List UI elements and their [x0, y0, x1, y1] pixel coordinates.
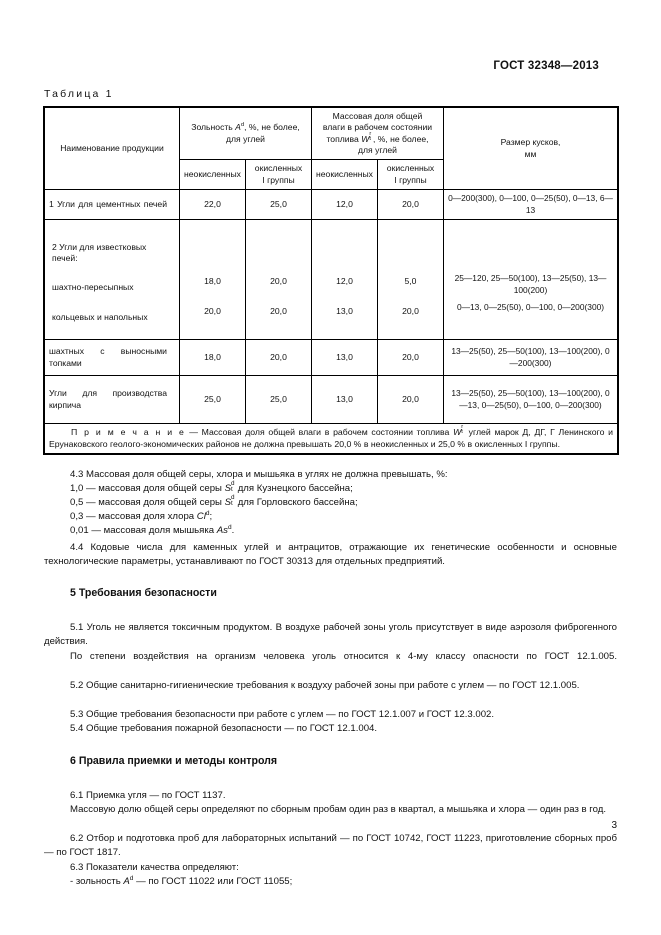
paragraph-4-4: 4.4 Кодовые числа для каменных углей и антрацитов, отражающие их генетические особенности и основные технологические параметры, устанавливают по ГОСТ 30313 для отдельных предприятий. [44, 542, 617, 568]
paragraph-5-2: 5.2 Общие санитарно-гигиенические требования к воздуху рабочей зоны при работе с углем — по ГОСТ 12.1.005. [70, 680, 580, 691]
header-moisture-text-4: , %, не более, [372, 133, 429, 144]
row-group-ash-nonoxidized [180, 220, 246, 340]
table-row [45, 340, 618, 376]
list-item-value: 0,3 [70, 511, 84, 523]
row-moisture-nonoxidized: 13,0 [312, 340, 378, 376]
list-4-3 [70, 479, 617, 538]
row-ash-nonoxidized: 20,0 [204, 306, 221, 317]
row-product-name: Угли для производства кирпича [45, 376, 180, 424]
standard-number-header: ГОСТ 32348—2013 [493, 60, 599, 72]
row-moisture-oxidized: 5,0 [404, 275, 417, 286]
header-moisture-nonoxidized: неокисленных [312, 160, 378, 190]
row-moisture-oxidized: 20,0 [378, 376, 444, 424]
row-product-name: 1 Угли для цементных печей [45, 190, 180, 220]
paragraph-5-3: 5.3 Общие требования безопасности при работе с углем — по ГОСТ 12.1.007 и ГОСТ 12.3.002. [70, 709, 495, 720]
row-piece-size: 25—120, 25—50(100), 13—25(50), 13—100(200) [454, 273, 607, 295]
list-item-value: 0,01 [70, 525, 89, 537]
list-item [70, 524, 617, 538]
list-item-text-a: — массовая доля мышьяка [88, 525, 217, 537]
row-group-moisture-oxidized [378, 220, 444, 340]
header-size-text-1: Размер кусков, [500, 137, 561, 148]
header-product-name: Наименование продукции [45, 108, 180, 190]
note-symbol: W [453, 427, 462, 438]
header-moisture-oxidized [378, 160, 444, 190]
header-ash-nonoxidized: неокисленных [180, 160, 246, 190]
list-item-text-b: для Кузнецкого бассейна; [235, 483, 353, 494]
row-moisture-nonoxidized: 12,0 [312, 190, 378, 220]
paragraph-5-1: 5.1 Уголь не является токсичным продуктом. В воздухе рабочей зоны уголь присутствует в виде аэрозоля фиброгенного действия. [44, 622, 617, 648]
note-text-1: — Массовая доля общей влаги в рабочем состоянии топлива [185, 427, 454, 438]
row-ash-nonoxidized: 22,0 [180, 190, 246, 220]
row-ash-oxidized: 20,0 [270, 275, 287, 286]
list-item-subsup [231, 493, 235, 510]
header-moisture-subsup [369, 130, 373, 145]
list-item-text-a: — массовая доля хлора [83, 511, 197, 523]
table-body [45, 190, 618, 454]
list-item-superscript: d [227, 524, 232, 532]
paragraph-4-3-intro: 4.3 Массовая доля общей серы, хлора и мышьяка в углях не должна превышать, %: [70, 469, 448, 480]
table-note [45, 424, 618, 454]
paragraph-6-3-item-1 [44, 875, 617, 889]
list-item-symbol: Cl [196, 511, 206, 523]
section-heading-5: 5 Требования безопасности [70, 587, 217, 599]
header-moisture-oxidized-line2: I группы [394, 174, 427, 185]
item-superscript: d [129, 874, 134, 882]
row-product-name: шахтно-пересыпных [52, 281, 134, 292]
row-group-moisture-nonoxidized [312, 220, 378, 340]
note-label: П р и м е ч а н и е [71, 427, 186, 438]
header-ash-oxidized [246, 160, 312, 190]
section-heading-6: 6 Правила приемки и методы контроля [70, 755, 278, 767]
table-header [45, 108, 618, 190]
list-item-text-a: — массовая доля общей серы [83, 483, 225, 494]
list-item [70, 493, 617, 510]
row-moisture-nonoxidized: 13,0 [336, 306, 353, 317]
row-moisture-oxidized: 20,0 [378, 340, 444, 376]
row-piece-size: 0—13, 0—25(50), 0—100, 0—200(300) [456, 301, 605, 312]
list-item [70, 479, 617, 496]
row-ash-oxidized: 25,0 [246, 190, 312, 220]
row-group-name-stack [45, 220, 180, 340]
row-ash-oxidized: 20,0 [270, 306, 287, 317]
table-header-row-1 [45, 108, 618, 160]
header-moisture-group [312, 108, 444, 160]
requirements-table [44, 107, 618, 454]
list-item-value: 1,0 [70, 483, 84, 494]
header-moisture-text-1: Массовая доля общей [332, 111, 423, 121]
list-item-text-b: ; [209, 511, 213, 523]
note-subscript: t [461, 429, 463, 436]
list-item-subscript: t [231, 485, 233, 493]
row-ash-nonoxidized: 18,0 [204, 275, 221, 286]
row-moisture-nonoxidized: 13,0 [312, 376, 378, 424]
row-piece-size: 13—25(50), 25—50(100), 13—100(200), 0—13, 0—25(50), 0—100, 0—200(300) [444, 376, 618, 424]
row-ash-oxidized: 20,0 [246, 340, 312, 376]
row-moisture-oxidized: 20,0 [378, 190, 444, 220]
note-superscript: r [461, 424, 464, 431]
item-text-b: — по ГОСТ 11022 или ГОСТ 11055; [133, 876, 293, 887]
paragraph-5-4: 5.4 Общие требования пожарной безопасности — по ГОСТ 12.1.004. [70, 723, 378, 734]
table-caption: Таблица 1 [44, 88, 114, 100]
header-ash-text-2: , %, не более, [244, 122, 300, 133]
header-ash-oxidized-line2: I группы [262, 174, 295, 185]
row-group-piece-size [444, 220, 618, 340]
note-text-2: углей марок Д, ДГ, Г Ленинского и Ерунаковского геолого-экономических районов не должна превышать 20,0 % в неокисленных и 25,0 % в окисленных I группы. [49, 427, 613, 449]
header-moisture-text-2: влаги в рабочем состоянии [322, 122, 433, 133]
row-moisture-nonoxidized: 12,0 [336, 275, 353, 286]
header-moisture-superscript: r [369, 130, 372, 137]
item-symbol: A [123, 876, 130, 887]
table-note-row [45, 424, 618, 454]
list-item-text-a: — массовая доля общей серы [83, 497, 225, 509]
list-item-superscript: d [231, 493, 235, 501]
header-size-text-2: мм [524, 148, 537, 159]
list-item [70, 510, 617, 524]
header-ash-superscript: d [240, 122, 245, 129]
header-moisture-text-3: топлива [326, 133, 362, 144]
item-text-a: - зольность [70, 876, 124, 887]
row-ash-nonoxidized: 18,0 [180, 340, 246, 376]
note-subsup [461, 424, 465, 438]
row-ash-nonoxidized: 25,0 [180, 376, 246, 424]
header-ash-text-3: для углей [226, 133, 265, 144]
row-product-name: шахтных с выносными топками [45, 340, 180, 376]
header-moisture-oxidized-line1: окисленных [386, 163, 435, 174]
list-item-symbol: As [216, 525, 228, 537]
header-ash-oxidized-line1: окисленных [254, 163, 303, 174]
list-item-text-b: . [231, 525, 235, 537]
list-item-symbol: S [224, 497, 232, 509]
table-row-group-header [45, 220, 618, 340]
paragraph-6-3: 6.3 Показатели качества определяют: [70, 862, 239, 873]
header-ash-group [180, 108, 312, 160]
header-moisture-text-5: для углей [358, 145, 397, 156]
row-group-ash-oxidized [246, 220, 312, 340]
row-piece-size: 0—200(300), 0—100, 0—25(50), 0—13, 6—13 [444, 190, 618, 220]
header-ash-text-1: Зольность [191, 122, 236, 133]
paragraph-6-1: 6.1 Приемка угля — по ГОСТ 1137. [70, 790, 226, 801]
paragraph-6-1b: Массовую долю общей серы определяют по сборным пробам один раз в квартал, а мышьяка и хлора — один раз в год. [70, 804, 606, 815]
row-moisture-oxidized: 20,0 [402, 306, 419, 317]
list-item-subscript: t [231, 499, 233, 507]
row-group-title: 2 Угли для известковых печей: [52, 241, 147, 264]
list-item-superscript: d [231, 479, 235, 487]
list-item-symbol: S [224, 483, 232, 494]
header-ash-symbol: A [235, 122, 241, 133]
list-item-value: 0,5 [70, 497, 84, 509]
row-ash-oxidized: 25,0 [246, 376, 312, 424]
page-number: 3 [611, 820, 617, 831]
paragraph-5-1b: По степени воздействия на организм человека уголь относится к 4-му классу опасности по ГОСТ 12.1.005. [70, 651, 617, 662]
table-row [45, 376, 618, 424]
paragraph-6-2: 6.2 Отбор и подготовка проб для лабораторных испытаний — по ГОСТ 10742, ГОСТ 11223, приготовление сборных проб — по ГОСТ 1817. [44, 833, 617, 859]
list-item-superscript: d [205, 510, 210, 517]
row-piece-size: 13—25(50), 25—50(100), 13—100(200), 0—200(300) [444, 340, 618, 376]
header-moisture-subscript: t [369, 136, 371, 143]
row-product-name: кольцевых и напольных [52, 311, 148, 322]
header-moisture-symbol: W [361, 133, 370, 144]
header-piece-size [444, 108, 618, 190]
list-item-text-b: для Горловского бассейна; [235, 497, 358, 509]
table-row [45, 190, 618, 220]
